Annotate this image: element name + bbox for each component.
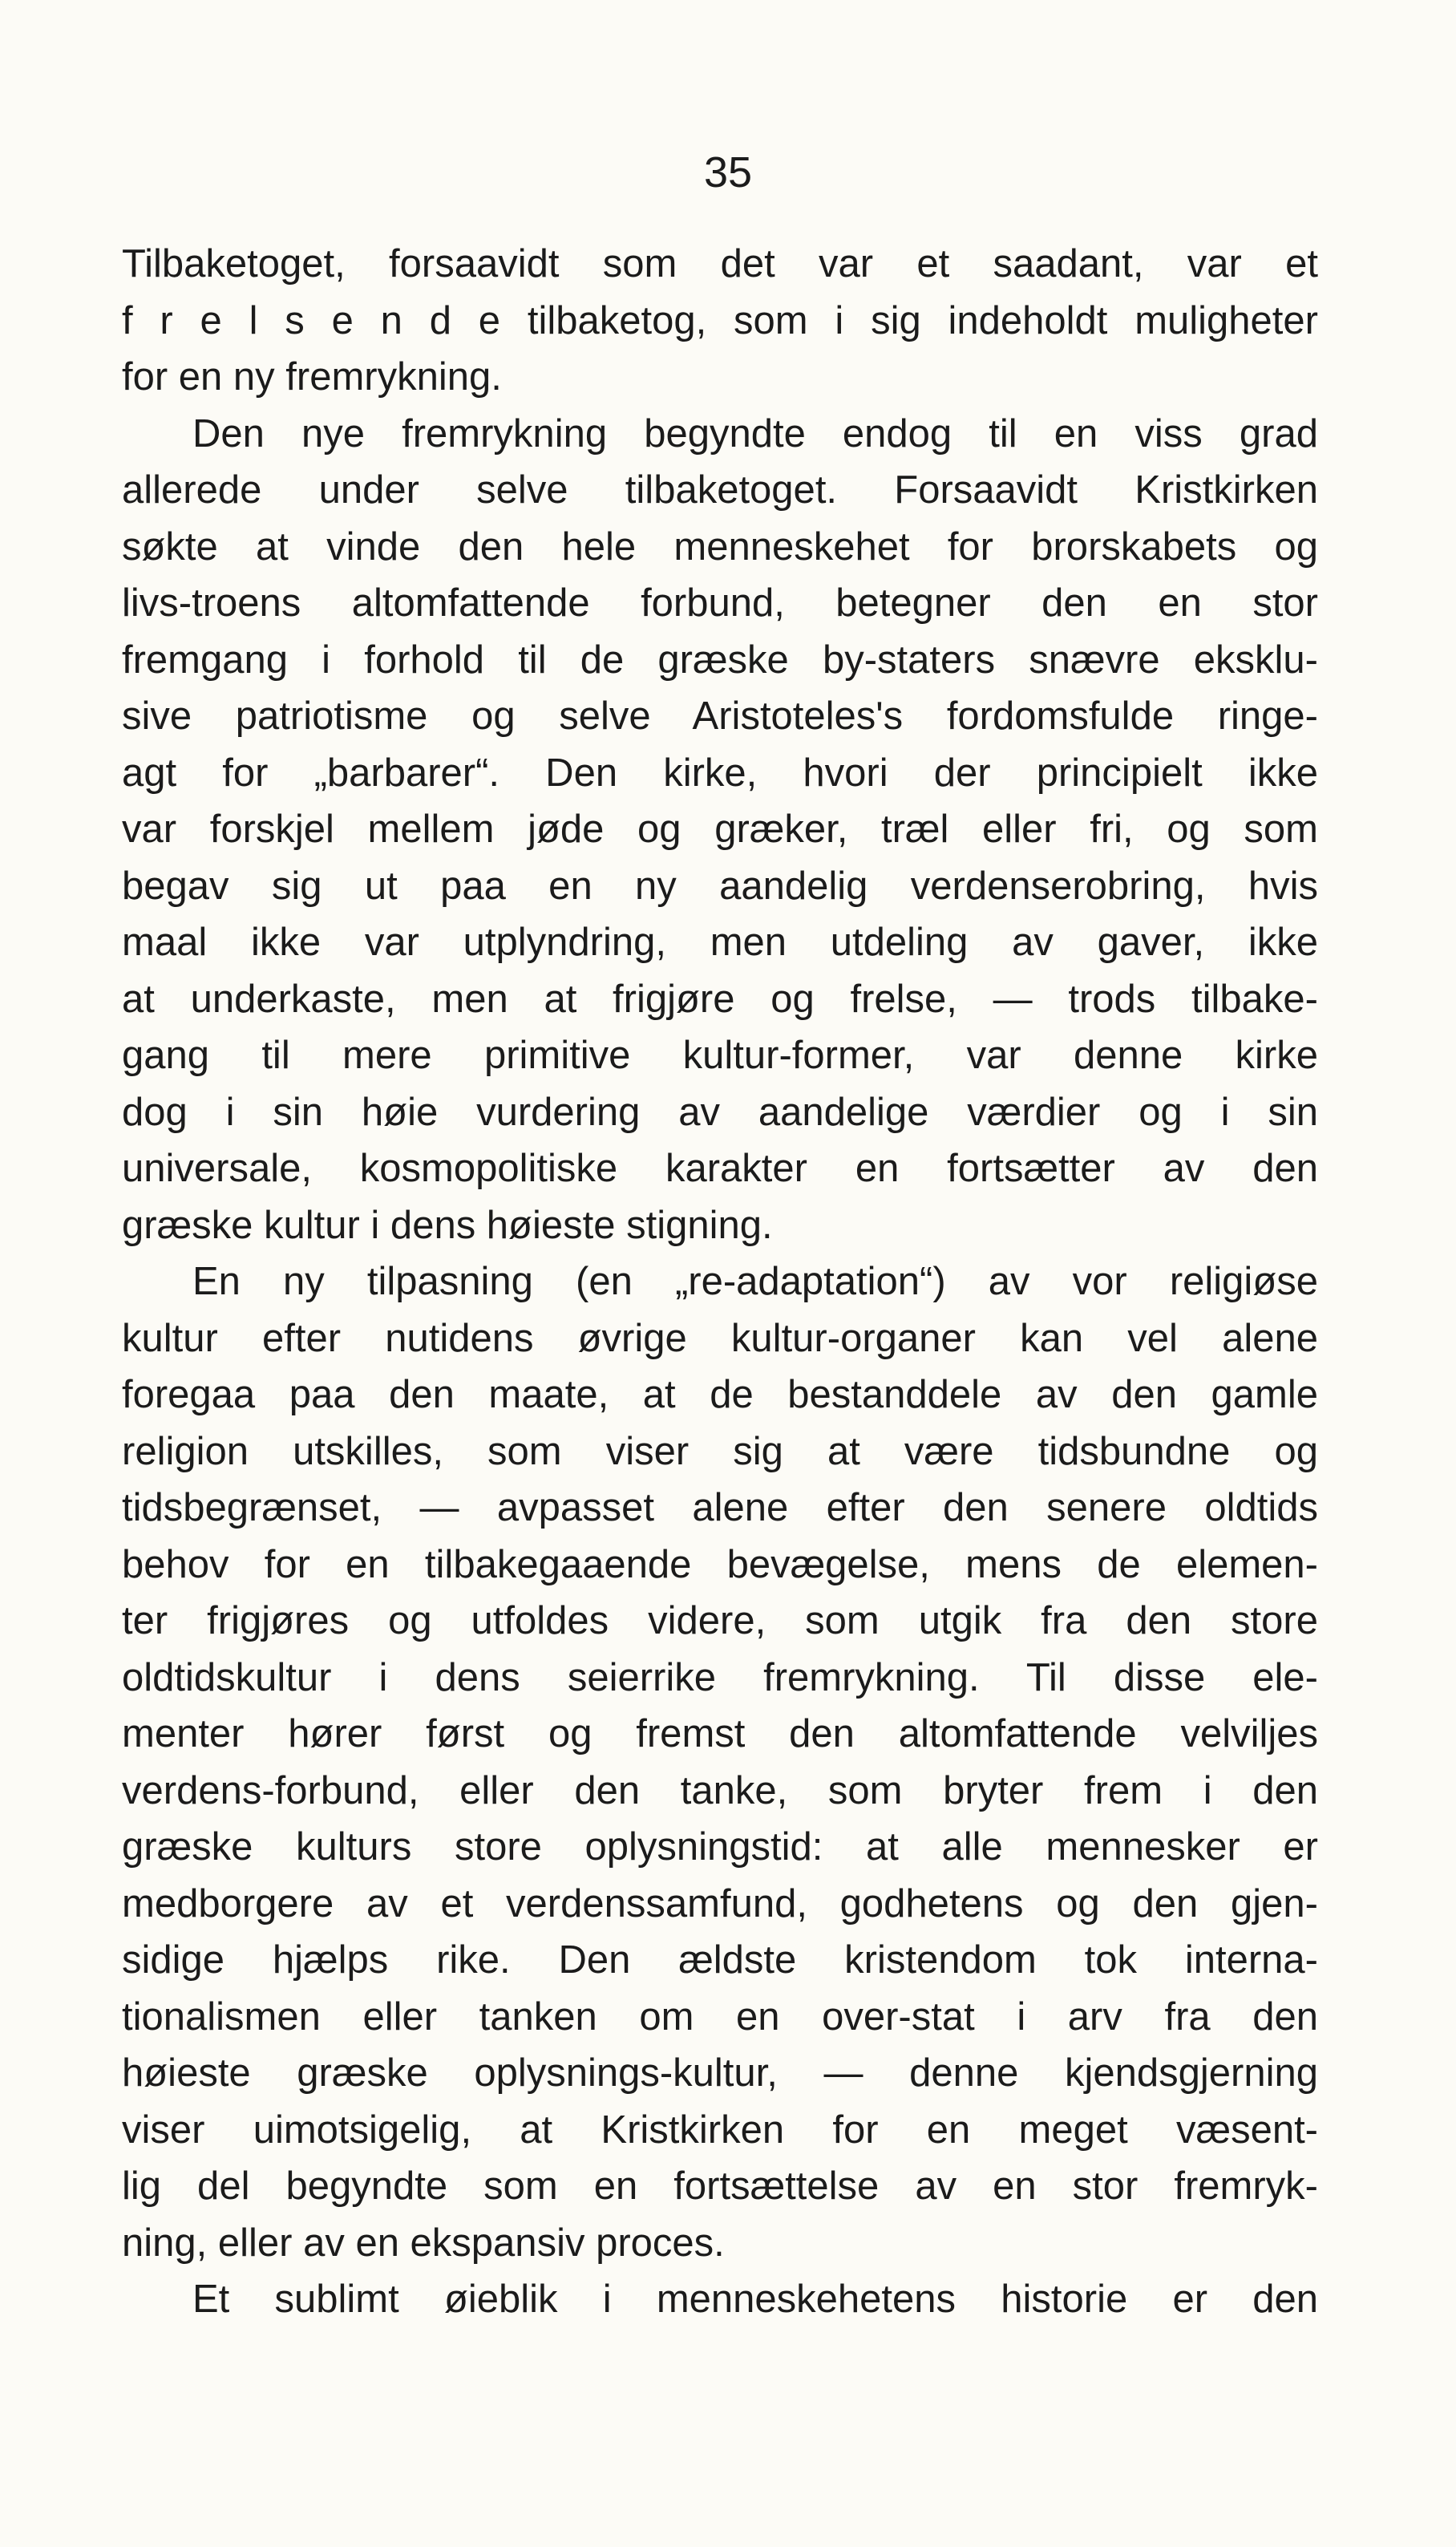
- text-line: religion utskilles, som viser sig at være tidsbundne og: [122, 1429, 1318, 1473]
- text-line: allerede under selve tilbaketoget. Forsaavidt Kristkirken: [122, 468, 1318, 512]
- text-line: maal ikke var utplyndring, men utdeling av gaver, ikke: [122, 921, 1318, 964]
- text-line: var forskjel mellem jøde og græker, træl eller fri, og som: [122, 808, 1318, 851]
- text-line: ter frigjøres og utfoldes videre, som utgik fra den store: [122, 1599, 1318, 1642]
- text-line: fremgang i forhold til de græske by-staters snævre eksklu-: [122, 638, 1318, 682]
- text-line: tidsbegrænset, — avpasset alene efter den senere oldtids: [122, 1486, 1318, 1529]
- text-line: medborgere av et verdenssamfund, godhetens og den gjen-: [122, 1881, 1318, 1925]
- page-number: 35: [703, 148, 753, 196]
- text-line: livs-troens altomfattende forbund, betegner den en stor: [122, 581, 1318, 625]
- text-line: f r e l s e n d e tilbaketog, som i sig indeholdt muligheter: [122, 298, 1318, 342]
- text-line: græske kulturs store oplysningstid: at alle mennesker er: [122, 1825, 1318, 1869]
- text-line: søkte at vinde den hele menneskehet for brorskabets og: [122, 524, 1318, 569]
- text-line: tionalismen eller tanken om en over-stat i arv fra den: [122, 1994, 1318, 2039]
- text-line: at underkaste, men at frigjøre og frelse, — trods tilbake-: [122, 977, 1318, 1021]
- text-line: verdens-forbund, eller den tanke, som bryter frem i den: [122, 1768, 1318, 1812]
- text-line: oldtidskultur i dens seierrike fremrykning. Til disse ele-: [122, 1655, 1318, 1699]
- text-line: høieste græske oplysnings-kultur, — denne kjendsgjerning: [122, 2051, 1318, 2095]
- text-line: Et sublimt øieblik i menneskehetens historie er den: [192, 2278, 1318, 2321]
- text-line: En ny tilpasning (en „re-adaptation“) av vor religiøse: [192, 1260, 1318, 1303]
- text-line: ning, eller av en ekspansiv proces.: [122, 2221, 725, 2265]
- text-line: sidige hjælps rike. Den ældste kristendom tok interna-: [122, 1938, 1318, 1982]
- text-line: græske kultur i dens høieste stigning.: [122, 1203, 773, 1247]
- text-line: universale, kosmopolitiske karakter en fortsætter av den: [122, 1147, 1318, 1190]
- text-line: gang til mere primitive kultur-former, var denne kirke: [122, 1034, 1318, 1077]
- text-line: agt for „barbarer“. Den kirke, hvori der principielt ikke: [122, 751, 1318, 795]
- text-line: dog i sin høie vurdering av aandelige værdier og i sin: [122, 1090, 1318, 1134]
- text-line: begav sig ut paa en ny aandelig verdenserobring, hvis: [122, 864, 1318, 908]
- text-line: viser uimotsigelig, at Kristkirken for en meget væsent-: [122, 2108, 1318, 2152]
- text-line: for en ny fremrykning.: [122, 355, 502, 399]
- text-line: Tilbaketoget, forsaavidt som det var et saadant, var et: [122, 242, 1318, 285]
- text-line: behov for en tilbakegaaende bevægelse, mens de elemen-: [122, 1542, 1318, 1586]
- text-line: kultur efter nutidens øvrige kultur-organer kan vel alene: [122, 1316, 1318, 1360]
- body-text: [122, 236, 1318, 2328]
- text-line: Den nye fremrykning begyndte endog til en viss grad: [192, 411, 1318, 456]
- text-line: foregaa paa den maate, at de bestanddele av den gamle: [122, 1373, 1318, 1416]
- text-line: sive patriotisme og selve Aristoteles's fordomsfulde ringe-: [122, 694, 1318, 738]
- text-line: lig del begyndte som en fortsættelse av en stor fremryk-: [122, 2164, 1318, 2208]
- text-line: menter hører først og fremst den altomfattende velviljes: [122, 1712, 1318, 1755]
